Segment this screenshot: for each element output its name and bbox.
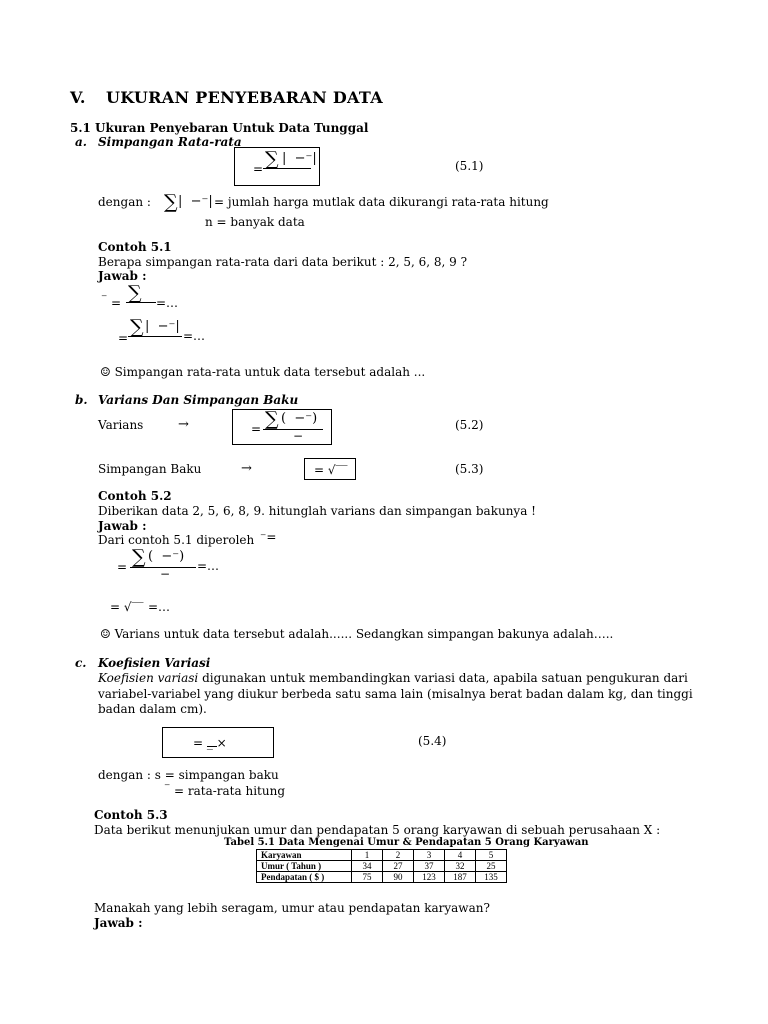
sqrt-formula: = √‾‾ — [110, 600, 144, 614]
result-dots: =… — [148, 600, 171, 614]
table-row — [257, 861, 507, 872]
table-cell: 27 — [383, 861, 414, 872]
formula-box-5-1 — [234, 147, 320, 186]
minus-sign: − — [160, 567, 171, 581]
paragraph-text: digunakan untuk membandingkan variasi data, apabila satuan pengukuran dari — [198, 671, 688, 685]
abs-bars: | −⁻| — [282, 151, 317, 166]
formula-box-5-3 — [304, 458, 356, 480]
dengan-label: dengan : — [98, 195, 151, 209]
equals-sign: = — [117, 560, 128, 574]
chapter-title: UKURAN PENYEBARAN DATA — [106, 88, 383, 107]
subsection-title: Simpangan Rata-rata — [98, 135, 242, 149]
formula-box-5-4 — [162, 727, 274, 758]
result-dots: =… — [156, 296, 179, 310]
table-row — [257, 872, 507, 883]
example-question: Manakah yang lebih seragam, umur atau pendapatan karyawan? — [94, 901, 490, 915]
subsection-title: Koefisien Variasi — [98, 656, 211, 670]
subsection-title: Varians Dan Simpangan Baku — [98, 393, 299, 407]
fraction-line — [128, 336, 182, 337]
table-cell: 5 — [476, 850, 507, 861]
table-cell: 1 — [352, 850, 383, 861]
table-cell: Umur ( Tahun ) — [257, 861, 352, 872]
mean-equals: ⁻= — [260, 530, 277, 544]
sigma-symbol: ∑ — [132, 546, 146, 568]
equals-sign: = — [253, 162, 264, 176]
definition-text: n = banyak data — [205, 215, 305, 229]
formula-box-5-2 — [232, 409, 332, 445]
table-cell: Pendapatan ( $ ) — [257, 872, 352, 883]
arrow: → — [178, 417, 189, 432]
sqrt-formula: = √‾‾ — [314, 463, 348, 477]
table-cell: Karyawan — [257, 850, 352, 861]
sigma-symbol: ∑ — [164, 191, 178, 213]
table-header-row — [257, 850, 507, 861]
table-cell: 32 — [445, 861, 476, 872]
table-cell: 25 — [476, 861, 507, 872]
chapter-number: V. — [70, 88, 86, 107]
definition-text: = rata-rata hitung — [174, 784, 285, 798]
table-cell: 2 — [383, 850, 414, 861]
table-cell: 187 — [445, 872, 476, 883]
definition-text: dengan : s = simpangan baku — [98, 768, 279, 782]
term-italic: Koefisien variasi — [98, 671, 199, 685]
equation-number: (5.4) — [418, 734, 447, 748]
sigma-symbol: ∑ — [130, 316, 144, 338]
table-cell: 37 — [414, 861, 445, 872]
fraction-line — [126, 302, 156, 303]
subsection-label: c. — [75, 656, 87, 670]
paragraph-line: variabel-variabel yang diukur berbeda satu sama lain (misalnya berat badan dalam kg, dan tinggi — [98, 687, 693, 701]
example-title: Contoh 5.1 — [98, 240, 172, 254]
table-cell: 34 — [352, 861, 383, 872]
sigma-symbol: ∑ — [128, 282, 142, 304]
result-dots: =… — [197, 559, 220, 573]
table-cell: 4 — [445, 850, 476, 861]
paragraph-line: badan dalam cm). — [98, 702, 207, 716]
mean-symbol: ⁻ — [101, 291, 108, 305]
sigma-symbol: ∑ — [265, 408, 279, 430]
definition-text: = jumlah harga mutlak data dikurangi rata-rata hitung — [214, 195, 549, 209]
section-title: 5.1 Ukuran Penyebaran Untuk Data Tunggal — [70, 121, 369, 135]
abs-bars: | −⁻| — [178, 194, 213, 209]
example-text: Data berikut menunjukan umur dan pendapatan 5 orang karyawan di sebuah perusahaan X : — [94, 823, 661, 837]
mean-symbol: ⁻ — [164, 780, 171, 794]
answer-label: Jawab : — [98, 519, 147, 533]
equals-sign: = — [118, 331, 129, 345]
arrow: → — [241, 461, 252, 476]
minus-sign: − — [293, 429, 304, 443]
example-question: Diberikan data 2, 5, 6, 8, 9. hitunglah varians dan simpangan bakunya ! — [98, 504, 536, 518]
result-dots: =… — [183, 329, 206, 343]
sbaku-label: Simpangan Baku — [98, 462, 202, 476]
table-cell: 90 — [383, 872, 414, 883]
table-cell: 123 — [414, 872, 445, 883]
fraction-line — [263, 168, 311, 169]
paragraph-line — [98, 671, 688, 685]
varians-label: Varians — [98, 418, 144, 432]
table-caption: Tabel 5.1 Data Mengenai Umur & Pendapatan 5 Orang Karyawan — [224, 837, 589, 848]
equals-sign: = — [251, 422, 262, 436]
example-title: Contoh 5.2 — [98, 489, 172, 503]
table-cell: 135 — [476, 872, 507, 883]
answer-label: Jawab : — [94, 916, 143, 930]
conclusion-text: ☺ Simpangan rata-rata untuk data tersebut adalah ... — [100, 365, 426, 379]
conclusion-text: ☺ Varians untuk data tersebut adalah...... Sedangkan simpangan bakunya adalah….. — [100, 627, 614, 641]
equation-number: (5.1) — [455, 159, 484, 173]
parens: ( −⁻) — [148, 549, 185, 564]
abs-bars: | −⁻| — [145, 319, 180, 334]
table-cell: 3 — [414, 850, 445, 861]
example-title: Contoh 5.3 — [94, 808, 168, 822]
example-text: Dari contoh 5.1 diperoleh — [98, 533, 255, 547]
data-table — [256, 849, 507, 883]
cv-formula: = _ × — [193, 736, 227, 750]
answer-label: Jawab : — [98, 269, 147, 283]
sigma-symbol: ∑ — [265, 148, 279, 170]
subsection-label: a. — [75, 135, 87, 149]
table-cell: 75 — [352, 872, 383, 883]
parens: ( −⁻) — [281, 411, 318, 426]
subsection-label: b. — [75, 393, 88, 407]
equation-number: (5.3) — [455, 462, 484, 476]
equals-sign: = — [111, 296, 122, 310]
fraction-line — [207, 746, 217, 747]
example-question: Berapa simpangan rata-rata dari data berikut : 2, 5, 6, 8, 9 ? — [98, 255, 468, 269]
equation-number: (5.2) — [455, 418, 484, 432]
